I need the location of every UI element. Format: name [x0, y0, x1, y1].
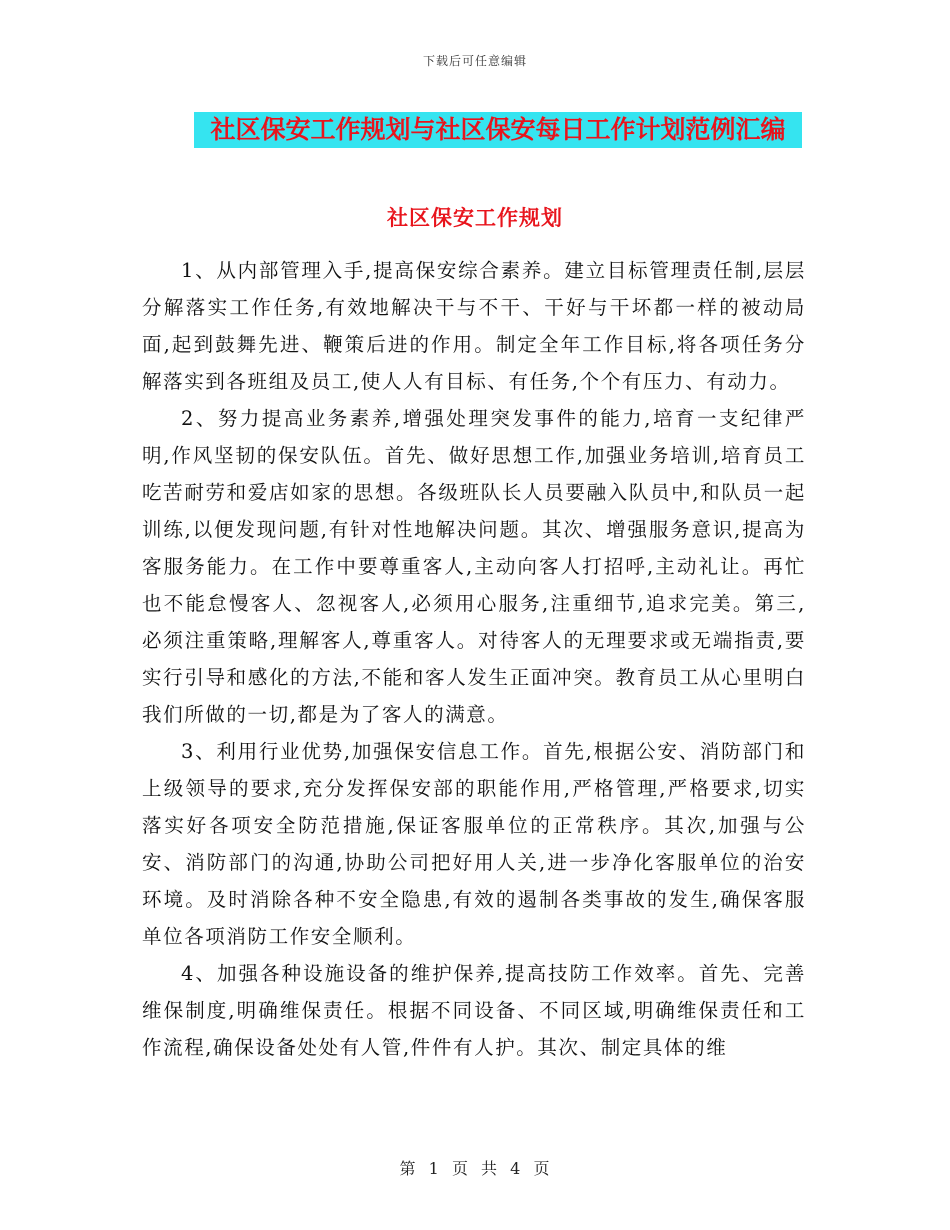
- page-number-footer: [0, 1156, 950, 1179]
- page-header-note: 下载后可任意编辑: [422, 54, 527, 68]
- footer-prefix: 第: [399, 1159, 417, 1178]
- footer-suffix: 页: [533, 1159, 551, 1178]
- paragraph-2: 2、努力提高业务素养,增强处理突发事件的能力,培育一支纪律严明,作风坚韧的保安队伍。首先、做好思想工作,加强业务培训,培育员工吃苦耐劳和爱店如家的思想。各级班队长人员要融入队员中,和队员一起训练,以便发现问题,有针对性地解决问题。其次、增强服务意识,提高为客服务能力。在工作中要尊重客人,主动向客人打招呼,主动礼让。再忙也不能怠慢客人、忽视客人,必须用心服务,注重细节,追求完美。第三,必须注重策略,理解客人,尊重客人。对待客人的无理要求或无端指责,要实行引导和感化的方法,不能和客人发生正面冲突。教育员工从心里明白我们所做的一切,都是为了客人的满意。: [142, 407, 806, 726]
- current-page-number: 1: [428, 1159, 440, 1178]
- document-title-highlight: [194, 112, 802, 148]
- footer-page-label: 页: [451, 1159, 469, 1178]
- document-body: [142, 252, 806, 1066]
- paragraph-3: 3、利用行业优势,加强保安信息工作。首先,根据公安、消防部门和上级领导的要求,充分发挥保安部的职能作用,严格管理,严格要求,切实落实好各项安全防范措施,保证客服单位的正常秩序。其次,加强与公安、消防部门的沟通,协助公司把好用人关,进一步净化客服单位的治安环境。及时消除各种不安全隐患,有效的遏制各类事故的发生,确保客服单位各项消防工作安全顺利。: [142, 740, 806, 948]
- paragraph-1: 1、从内部管理入手,提高保安综合素养。建立目标管理责任制,层层分解落实工作任务,有效地解决干与不干、干好与干坏都一样的被动局面,起到鼓舞先进、鞭策后进的作用。制定全年工作目标,将各项任务分解落实到各班组及员工,使人人有目标、有任务,个个有压力、有动力。: [142, 259, 806, 393]
- total-pages-number: 4: [510, 1159, 522, 1178]
- paragraph-4: 4、加强各种设施设备的维护保养,提高技防工作效率。首先、完善维保制度,明确维保责任。根据不同设备、不同区域,明确维保责任和工作流程,确保设备处处有人管,件件有人护。其次、制定具体的维: [142, 962, 806, 1059]
- document-title: 社区保安工作规划与社区保安每日工作计划范例汇编: [210, 115, 786, 144]
- footer-total-label: 共: [481, 1159, 499, 1178]
- section-title: 社区保安工作规划: [387, 205, 563, 230]
